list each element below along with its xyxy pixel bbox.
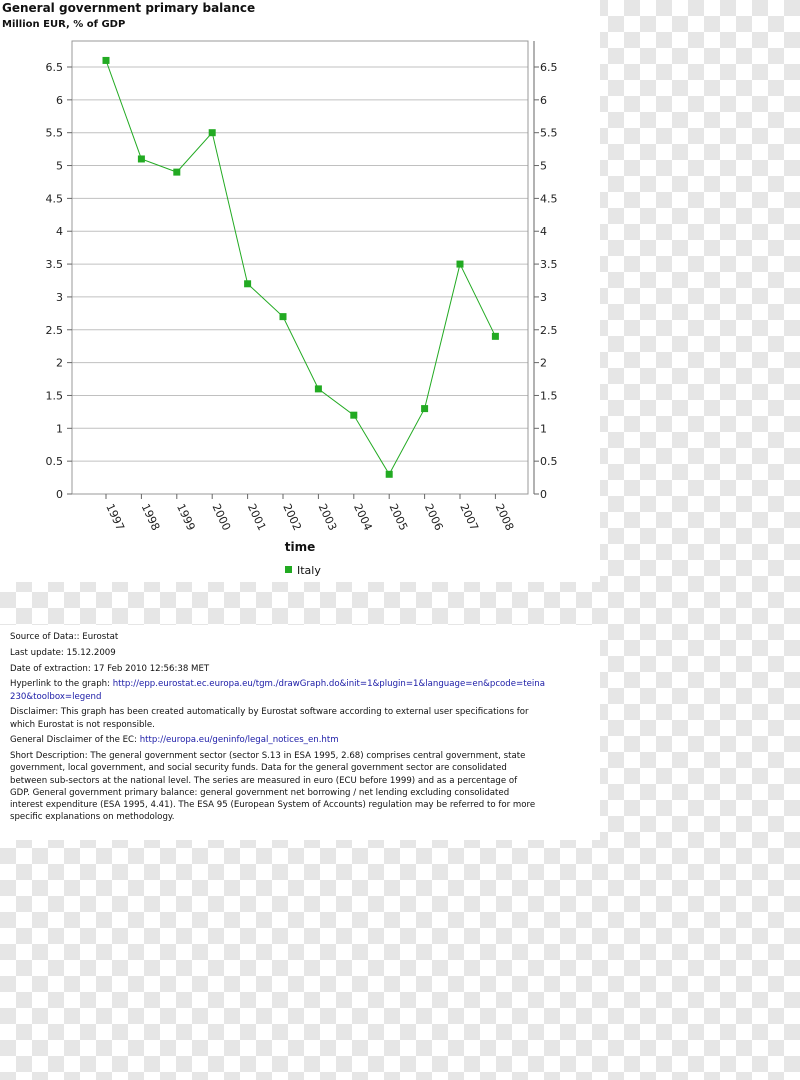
x-tick-label: 2001 (244, 501, 269, 533)
disclaimer-text-1: Disclaimer: This graph has been created automatically by Eurostat software according to external user specifications for (10, 707, 529, 718)
y-tick-label-left: 2 (56, 356, 63, 370)
y-tick-label-right: 0.5 (540, 455, 558, 469)
data-point (103, 57, 110, 64)
y-tick-label-left: 5 (56, 159, 63, 173)
y-tick-label-left: 1 (56, 422, 63, 436)
y-tick-label-right: 2 (540, 356, 547, 370)
x-tick-label: 2006 (421, 501, 446, 533)
y-tick-label-right: 6 (540, 93, 547, 107)
x-tick-label: 1997 (103, 501, 127, 533)
chart-panel (0, 0, 600, 582)
x-tick-label: 2002 (280, 501, 304, 533)
metadata-panel (0, 625, 600, 840)
y-tick-label-right: 4 (540, 225, 547, 239)
x-tick-label: 2008 (492, 501, 517, 533)
series-line (106, 60, 495, 474)
general-disclaimer-label: General Disclaimer of the EC: (10, 735, 140, 746)
data-point (280, 313, 287, 320)
data-point (315, 385, 322, 392)
x-tick-label: 2000 (209, 501, 234, 533)
desc-line-5: interest expenditure (ESA 1995, 4.41). The ESA 95 (European System of Accounts) regulation may be referred to for more (10, 800, 536, 810)
y-tick-label-left: 0 (56, 488, 63, 501)
data-point (209, 129, 216, 136)
x-axis (103, 494, 516, 533)
y-tick-label-left: 0.5 (45, 455, 63, 469)
y-axis-right (534, 61, 558, 501)
y-tick-label-right: 1 (540, 422, 547, 436)
y-tick-label-left: 1.5 (45, 389, 63, 403)
y-tick-label-right: 6.5 (540, 61, 558, 74)
y-tick-label-right: 3.5 (540, 258, 558, 272)
x-tick-label: 2003 (315, 501, 340, 533)
y-tick-label-right: 2.5 (540, 323, 558, 337)
line-chart (0, 0, 600, 582)
hyperlink-line (10, 678, 590, 702)
desc-line-6: specific explanations on methodology. (10, 812, 175, 823)
y-tick-label-left: 3 (56, 290, 63, 304)
y-tick-label-left: 3.5 (45, 258, 63, 272)
x-tick-label: 2007 (457, 501, 481, 533)
data-point (138, 155, 145, 162)
disclaimer-line (10, 706, 590, 730)
disclaimer-text-2: which Eurostat is not responsible. (10, 719, 155, 730)
source-line: Source of Data:: Eurostat (10, 632, 119, 642)
legend-swatch-italy (285, 566, 292, 573)
data-point (492, 333, 499, 340)
chart-title: General government primary balance (2, 1, 256, 15)
y-tick-label-left: 6 (56, 93, 63, 107)
y-tick-label-left: 4 (56, 225, 63, 239)
data-point (457, 261, 464, 268)
x-axis-label: time (284, 540, 316, 554)
short-description (10, 750, 590, 823)
y-tick-label-left: 2.5 (45, 323, 63, 337)
hyperlink-label: Hyperlink to the graph: (10, 679, 113, 690)
data-point (173, 169, 180, 176)
chart-subtitle: Million EUR, % of GDP (2, 19, 126, 30)
series-italy (103, 57, 499, 478)
y-tick-label-right: 3 (540, 290, 547, 304)
y-tick-label-right: 4.5 (540, 192, 558, 206)
y-tick-label-right: 1.5 (540, 389, 558, 403)
desc-line-2: government, local government, and social security funds. Data for the general government sector are consolidated (10, 763, 507, 774)
last-update-line: Last update: 15.12.2009 (10, 647, 116, 658)
graph-hyperlink-cont[interactable]: 230&toolbox=legend (10, 691, 102, 702)
graph-hyperlink[interactable]: http://epp.eurostat.ec.europa.eu/tgm./drawGraph.do&init=1&plugin=1&language=en&pcode=teina (112, 679, 546, 690)
extraction-date-line: Date of extraction: 17 Feb 2010 12:56:38 MET (10, 663, 210, 674)
x-tick-label: 1999 (174, 501, 198, 533)
data-point (386, 471, 393, 478)
y-tick-label-right: 0 (540, 488, 547, 501)
desc-line-1: Short Description: The general government sector (sector S.13 in ESA 1995, 2.68) comprises central government, state (10, 751, 526, 762)
y-tick-label-left: 4.5 (45, 192, 63, 206)
y-axis-left (46, 61, 73, 501)
x-tick-label: 2005 (386, 501, 411, 533)
desc-line-3: between sub-sectors at the national level. The series are measured in euro (ECU before 1999) and as a percentage of (10, 775, 518, 786)
desc-line-4: GDP. General government primary balance: general government net borrowing / net lending excluding consolidated (10, 787, 510, 798)
general-disclaimer-link[interactable]: http://europa.eu/geninfo/legal_notices_en.htm (139, 735, 339, 746)
data-point (350, 412, 357, 419)
y-tick-label-left: 6.5 (45, 61, 63, 74)
y-tick-label-right: 5 (540, 159, 547, 173)
data-point (244, 280, 251, 287)
data-point (421, 405, 428, 412)
y-tick-label-left: 5.5 (45, 126, 63, 140)
general-disclaimer-line (10, 734, 590, 746)
y-tick-label-right: 5.5 (540, 126, 558, 140)
legend-label-italy: Italy (297, 564, 321, 577)
x-tick-label: 2004 (351, 501, 375, 533)
x-tick-label: 1998 (138, 501, 163, 533)
